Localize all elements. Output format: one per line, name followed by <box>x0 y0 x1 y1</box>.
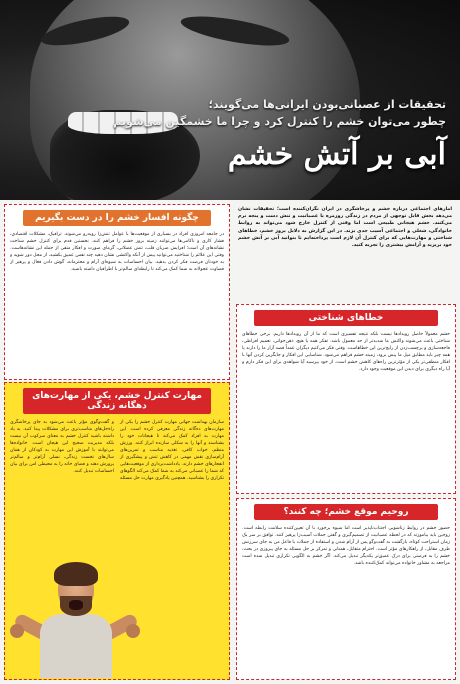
section-text: حضور خشم در روابط زناشویی اجتناب‌ناپذیر است اما شیوه برخورد با آن تعیین‌کننده سلامت رابطه است. زوجین باید بیاموزند که در لحظه عصبانیت از تصمیم‌گیری و گفتن جملات آسیب‌زا پرهیز کنند. توافق بر سر یک زمان استراحت کوتاه، بازگشت به گفت‌وگو پس از آرام شدن و استفاده از جملات با فاعل من به جای سرزنش طرف مقابل، از راهکارهای مؤثر است. احترام متقابل، همدلی و تمرکز بر حل مسئله به جای پیروزی در بحث، خشم را به فرصتی برای درک عمیق‌تر یکدیگر تبدیل می‌کند. اگر خشم به الگویی تکراری تبدیل شده است مراجعه به مشاور خانواده می‌تواند کمک‌کننده باشد. <box>242 526 450 566</box>
fist-right <box>126 624 140 638</box>
section-text: خشم معمولاً حاصل رویدادها نیست بلکه نتیجه تفسیری است که ما از آن رویدادها داریم. برخی خطاهای شناختی باعث می‌شوند واکنش ما شدیدتر از حد معمول باشد. تفکر همه یا هیچ، ذهن‌خوانی، تعمیم افراطی، فاجعه‌سازی و برچسب‌زدن از رایج‌ترین این خطاهاست. وقتی فکر می‌کنیم دیگران عمداً قصد آزار ما را دارند یا همه چیز باید مطابق میل ما پیش برود، زمینه خشم فراهم می‌شود. شناسایی این افکار و جایگزین کردن آنها با افکار منطقی‌تر یکی از مؤثرترین راه‌های کاهش خشم است. از خود بپرسید آیا شواهدی برای این فکر دارم و آیا راه دیگری برای دیدن این موقعیت وجود دارد. <box>242 332 450 372</box>
section-title: خطاهای شناختی <box>254 310 437 326</box>
angry-man-photo <box>14 560 134 678</box>
section-control-anger <box>4 204 230 380</box>
intro-paragraph <box>234 202 456 302</box>
intro-text: آمارهای اجتماعی درباره خشم و پرخاشگری در ایران نگران‌کننده است؛ تحقیقات نشان می‌دهد بخش قابل توجهی از مردم در زندگی روزمره با عصبانیت و تنش دست و پنجه نرم می‌کنند. خشم هیجانی طبیعی است اما وقتی از کنترل خارج شود می‌تواند به روابط خانوادگی، شغلی و اجتماعی آسیب جدی بزند. در این گزارش به دلایل بروز خشم، خطاهای شناختی و مهارت‌هایی که برای کنترل آن لازم است پرداخته‌ایم تا بتوانید آبی بر آتش خشم خود بریزید و آرامش بیشتری را تجربه کنید. <box>238 207 452 249</box>
hair <box>54 562 98 586</box>
fist-left <box>10 624 24 638</box>
section-cognitive-errors <box>236 304 456 494</box>
section-title: روحیم موقع خشم؛ چه کنند؟ <box>254 504 437 520</box>
section-title: چگونه افسار خشم را در دست بگیریم <box>23 210 211 226</box>
kicker-line-2: چطور می‌توان خشم را کنترل کرد و چرا ما خشمگین می‌شویم <box>113 115 446 128</box>
shirt <box>40 614 112 678</box>
kicker-line-1: تحقیقات از عصبانی‌بودن ایرانی‌ها می‌گویند؛ <box>208 98 446 111</box>
hero-text-block <box>113 96 446 174</box>
section-couples <box>236 498 456 680</box>
shouting-mouth <box>69 600 83 610</box>
hero-image <box>0 0 460 200</box>
section-text: در جامعه امروزی افراد در بسیاری از موقعیت‌ها با عوامل تنش‌زا روبه‌رو می‌شوند. ترافیک، مشکلات اقتصادی، فشار کاری و ناکامی‌ها می‌توانند زمینه بروز خشم را فراهم کنند. نخستین قدم برای کنترل خشم شناخت نشانه‌های آن است؛ افزایش ضربان قلب، تنش عضلانی، گرمای صورت و افکار منفی از جمله این نشانه‌هاست. وقتی این علائم را شناختید می‌توانید پیش از آنکه واکنشی نشان دهید چند نفس عمیق بکشید، از محل دور شوید و به خودتان فرصت فکر کردن بدهید. بیان احساسات به شیوه‌ای آرام و محترمانه، گوش دادن فعال و پرهیز از قضاوت عجولانه به شما کمک می‌کند تا رابطه‌ای سالم‌تر با اطرافیان داشته باشید. <box>10 232 224 272</box>
section-title: مهارت کنترل خشم، یکی از مهارت‌های دهگانه زندگی <box>23 388 211 414</box>
main-headline: آبی بر آتش خشم <box>227 137 446 172</box>
section-text: سازمان بهداشت جهانی مهارت کنترل خشم را یکی از مهارت‌های ده‌گانه زندگی معرفی کرده است. این مهارت به افراد کمک می‌کند تا هیجانات خود را بشناسند و آنها را به شکلی سازنده ابراز کنند. ورزش منظم، خواب کافی، تغذیه مناسب و تمرین‌های آرام‌سازی نقش مهمی در کاهش تنش و پیشگیری از انفجارهای خشم دارند. یادداشت‌برداری از موقعیت‌هایی که شما را عصبانی می‌کند به شما کمک می‌کند الگوهای تکراری را بشناسید. همچنین یادگیری مهارت حل مسئله و گفت‌وگوی مؤثر باعث می‌شود به جای پرخاشگری راه‌حل‌های مناسب‌تری برای مشکلات پیدا کنید. به یاد داشته باشید کنترل خشم به معنای سرکوب آن نیست بلکه مدیریت صحیح این هیجان است. خانواده‌ها می‌توانند با آموزش این مهارت به کودکان از همان سال‌های نخست زندگی، نسلی آرام‌تر و سالم‌تر پرورش دهند و فضای خانه را به محیطی امن برای بیان احساسات تبدیل کنند. <box>10 420 224 481</box>
